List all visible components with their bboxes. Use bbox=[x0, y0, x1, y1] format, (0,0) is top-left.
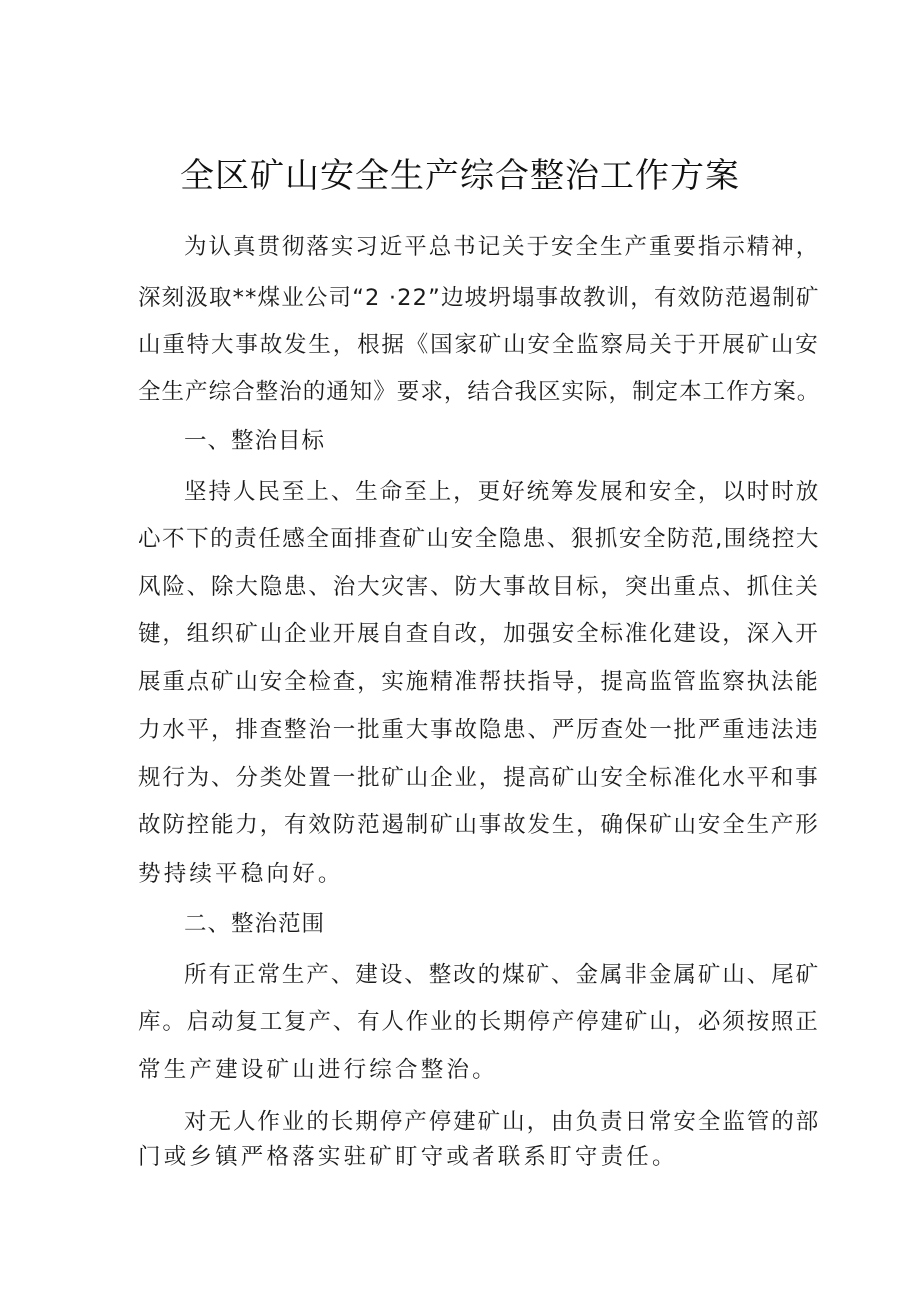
paragraph-line: 坚持人民至上、生命至上，更好统筹发展和安全，以时时放 bbox=[184, 479, 821, 505]
paragraph-line: 风险、除大隐患、治大灾害、防大事故目标，突出重点、抓住关 bbox=[138, 574, 820, 600]
section-heading: 一、整治目标 bbox=[184, 428, 326, 454]
paragraph-line: 展重点矿山安全检查，实施精准帮扶指导，提高监管监察执法能 bbox=[138, 669, 820, 695]
paragraph-line: 所有正常生产、建设、整改的煤矿、金属非金属矿山、尾矿 bbox=[184, 962, 821, 988]
paragraph-line: 规行为、分类处置一批矿山企业，提高矿山安全标准化水平和事 bbox=[138, 765, 820, 791]
paragraph-line: 深刻汲取**煤业公司“2 ·22”边坡坍塌事故教训，有效防范遏制矿 bbox=[138, 285, 820, 311]
section-heading: 二、整治范围 bbox=[184, 911, 326, 937]
document-title: 全区矿山安全生产综合整治工作方案 bbox=[180, 156, 740, 196]
paragraph-line: 门或乡镇严格落实驻矿盯守或者联系盯守责任。 bbox=[138, 1144, 678, 1170]
paragraph-line: 故防控能力，有效防范遏制矿山事故发生，确保矿山安全生产形 bbox=[138, 812, 820, 838]
paragraph-line: 键，组织矿山企业开展自查自改，加强安全标准化建设，深入开 bbox=[138, 621, 820, 647]
paragraph-line: 对无人作业的长期停产停建矿山，由负责日常安全监管的部 bbox=[184, 1109, 821, 1135]
paragraph-line: 为认真贯彻落实习近平总书记关于安全生产重要指示精神， bbox=[184, 234, 821, 260]
paragraph-line: 常生产建设矿山进行综合整治。 bbox=[138, 1057, 498, 1083]
paragraph-line: 心不下的责任感全面排查矿山安全隐患、狠抓安全防范,围绕控大 bbox=[138, 526, 820, 552]
paragraph-line: 山重特大事故发生，根据《国家矿山安全监察局关于开展矿山安 bbox=[138, 332, 820, 358]
paragraph-line: 力水平，排查整治一批重大事故隐患、严厉查处一批严重违法违 bbox=[138, 717, 820, 743]
paragraph-line: 全生产综合整治的通知》要求，结合我区实际，制定本工作方案。 bbox=[138, 379, 821, 405]
paragraph-line: 库。启动复工复产、有人作业的长期停产停建矿山，必须按照正 bbox=[138, 1009, 820, 1035]
paragraph-line: 势持续平稳向好。 bbox=[138, 861, 344, 887]
